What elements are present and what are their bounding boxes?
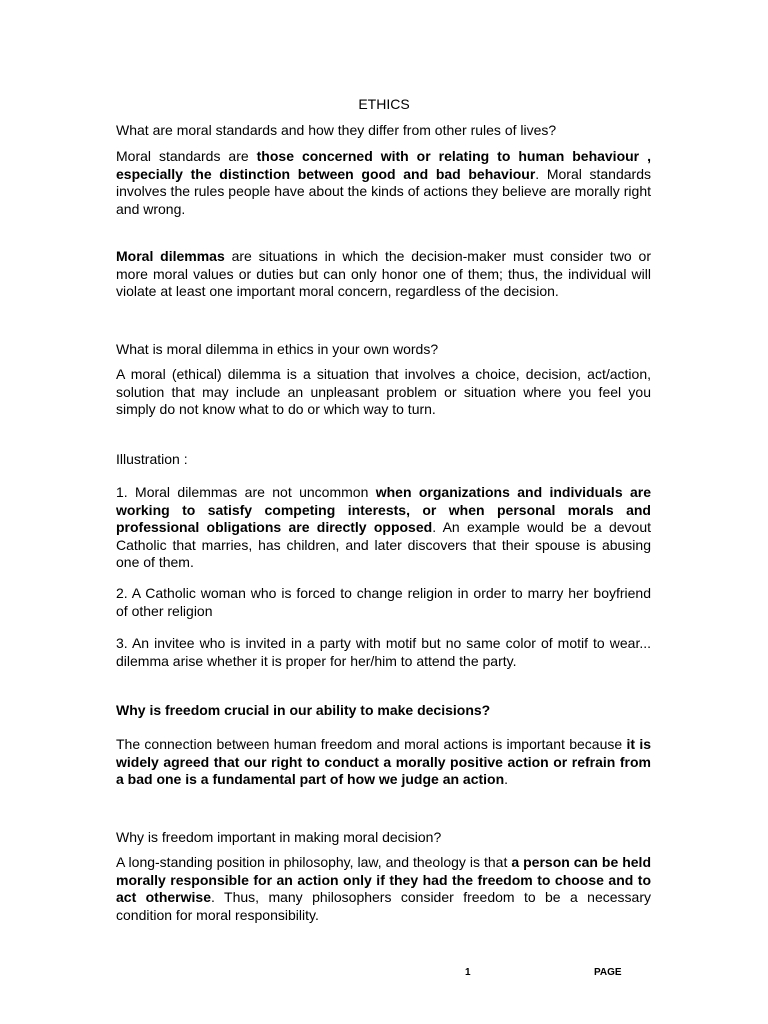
question-moral-standards: What are moral standards and how they differ from other rules of lives? bbox=[116, 122, 557, 138]
paragraph-moral-standards bbox=[116, 148, 651, 218]
illustration-item-3: 3. An invitee who is invited in a party with motif but no same color of motif to wear... dilemma arise whether it is proper for her/him to attend the party. bbox=[116, 635, 651, 669]
paragraph-freedom-connection bbox=[116, 736, 651, 789]
paragraph-own-words: A moral (ethical) dilemma is a situation that involves a choice, decision, act/action, solution that may include an unpleasant problem or situation where you feel you simply do not know what to do or which way to turn. bbox=[116, 366, 651, 417]
emphasis: those concerned with or relating to human behaviour , especially the distinction between good and bad behaviour bbox=[116, 148, 651, 182]
question-moral-dilemma: What is moral dilemma in ethics in your own words? bbox=[116, 341, 439, 357]
page-number: 1 bbox=[465, 967, 471, 978]
question-freedom-crucial: Why is freedom crucial in our ability to make decisions? bbox=[116, 702, 491, 718]
text: A long-standing position in philosophy, law, and theology is that bbox=[116, 854, 512, 870]
text: . An example would be a devout Catholic that marries, has children, and later discovers that their spouse is abusing one of them. bbox=[116, 519, 651, 570]
paragraph-freedom-responsibility bbox=[116, 854, 651, 924]
emphasis: a person can be held morally responsible for an action only if they had the freedom to choose and to act otherwise bbox=[116, 854, 652, 905]
emphasis: when organizations and individuals are working to satisfy competing interests, or when personal morals and professional obligations are directly opposed bbox=[116, 484, 651, 535]
text: 1. Moral dilemmas are not uncommon bbox=[116, 484, 376, 500]
text: Moral standards are bbox=[116, 148, 257, 164]
question-freedom-important: Why is freedom important in making moral decision? bbox=[116, 829, 442, 845]
page-label: PAGE bbox=[594, 967, 622, 978]
text: . Moral standards involves the rules people have about the kinds of actions they believe are morally right and wrong. bbox=[116, 165, 651, 217]
text: The connection between human freedom and moral actions is important because bbox=[116, 736, 627, 752]
illustration-item-1 bbox=[116, 484, 651, 572]
text: . Thus, many philosophers consider freedom to be a necessary condition for moral responsibility. bbox=[116, 889, 651, 923]
paragraph-moral-dilemmas bbox=[116, 248, 651, 301]
emphasis: it is widely agreed that our right to conduct a morally positive action or refrain from a bad one is a fundamental part of how we judge an action bbox=[116, 736, 651, 787]
document-title: ETHICS bbox=[358, 96, 410, 112]
illustration-label: Illustration : bbox=[116, 451, 188, 467]
text: . bbox=[504, 771, 509, 787]
emphasis: Moral dilemmas bbox=[116, 248, 225, 264]
illustration-item-2: 2. A Catholic woman who is forced to change religion in order to marry her boyfriend of other religion bbox=[116, 585, 651, 619]
text: are situations in which the decision-maker must consider two or more moral values or duties but can only honor one of them; thus, the individual will violate at least one important moral concern, regardless of the decision. bbox=[116, 248, 651, 299]
